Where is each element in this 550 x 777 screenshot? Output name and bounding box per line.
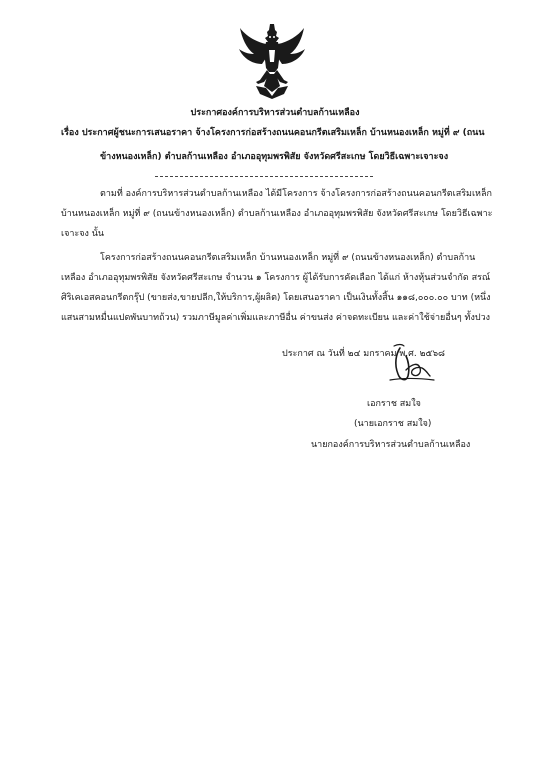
paragraph-2-line-1: โครงการก่อสร้างถนนคอนกรีตเสริมเหล็ก บ้านหนองเหล็ก หมู่ที่ ๙ (ถนนข้างหนองเหล็ก) ตำบลก้าน [100,253,476,263]
page-title: ประกาศองค์การบริหารส่วนตำบลก้านเหลือง [190,108,360,118]
paragraph-1-line-1: ตามที่ องค์การบริหารส่วนตำบลก้านเหลือง ได้มีโครงการ จ้างโครงการก่อสร้างถนนคอนกรีตเสริมเหล็ก [100,189,492,199]
signer-name: เอกราช สมใจ [367,399,421,409]
paragraph-1-line-3: เจาะจง นั้น [61,229,105,239]
paragraph-2-line-4: แสนสามหมื่นแปดพันบาทถ้วน) รวมภาษีมูลค่าเพิ่มและภาษีอื่น ค่าขนส่ง ค่าจดทะเบียน และค่าใช้จ่ายอื่นๆ ทั้งปวง [61,313,491,323]
garuda-emblem-icon [236,22,308,100]
paragraph-1-line-2: บ้านหนองเหล็ก หมู่ที่ ๙ (ถนนข้างหนองเหล็ก) ตำบลก้านเหลือง อำเภออุทุมพรพิสัย จังหวัดศรีสะเกษ โดยวิธีเฉพาะ [61,209,493,219]
paragraph-2-line-3: ศิริเคเอสคอนกรีตกรุ๊ป (ขายส่ง,ขายปลีก,ให้บริการ,ผู้ผลิต) โดยเสนอราคา เป็นเงินทั้งสิ้น ๑๑๘,๐๐๐.๐๐ บาท (หนึ่ง [61,293,491,303]
signer-position: นายกองค์การบริหารส่วนตำบลก้านเหลือง [311,440,471,450]
handwritten-signature-icon [378,340,440,388]
announce-date: ประกาศ ณ วันที่ ๒๔ มกราคม พ.ศ. ๒๕๖๘ [282,349,445,359]
signer-name-parenthesized: (นายเอกราช สมใจ) [354,419,432,429]
divider [155,176,373,177]
paragraph-2-line-2: เหลือง อำเภออุทุมพรพิสัย จังหวัดศรีสะเกษ จำนวน ๑ โครงการ ผู้ได้รับการคัดเลือก ได้แก่ ห้างหุ้นส่วนจำกัด สรณ์ [61,273,491,283]
subject-line-2: ข้างหนองเหล็ก) ตำบลก้านเหลือง อำเภออุทุมพรพิสัย จังหวัดศรีสะเกษ โดยวิธีเฉพาะเจาะจง [100,152,449,162]
subject-line-1: เรื่อง ประกาศผู้ชนะการเสนอราคา จ้างโครงการก่อสร้างถนนคอนกรีตเสริมเหล็ก บ้านหนองเหล็ก หมู่ที่ ๙ (ถนน [61,128,485,138]
